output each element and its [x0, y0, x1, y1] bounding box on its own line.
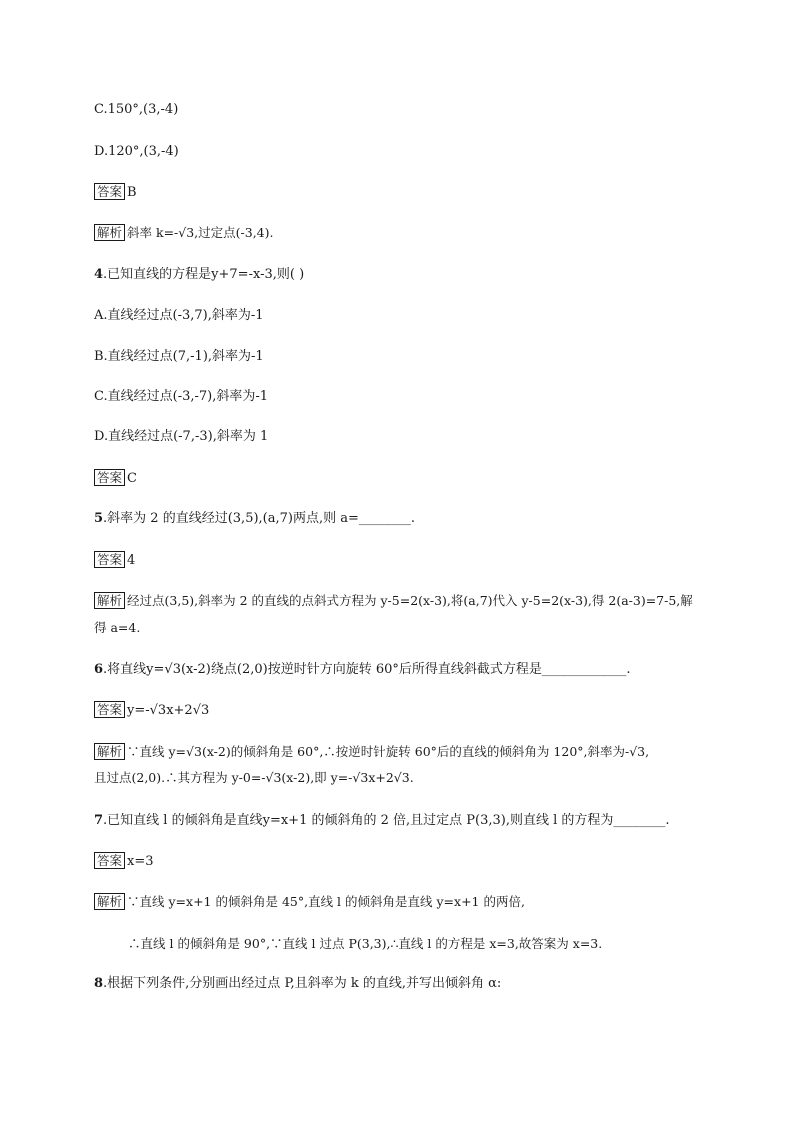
question-text: .斜率为 2 的直线经过(3,5),(a,7)两点,则 a=________. [103, 511, 416, 526]
answer-tag: 答案 [94, 701, 125, 718]
option-b-q4: B.直线经过点(7,-1),斜率为-1 [94, 349, 264, 364]
explanation-tag: 解析 [94, 592, 125, 609]
question-4 [94, 266, 304, 284]
option-c-q4: C.直线经过点(-3,-7),斜率为-1 [94, 389, 269, 404]
answer-tag: 答案 [94, 551, 125, 568]
explanation-text: ∵直线 y=x+1 的倾斜角是 45°,直线 l 的倾斜角是直线 y=x+1 的两倍, [127, 894, 525, 909]
explanation-text: ∵直线 y=√3(x-2)的倾斜角是 60°,∴按逆时针旋转 60°后的直线的倾斜角为 120°,斜率为-√3, [127, 744, 650, 759]
option-c-q3: C.150°,(3,-4) [94, 102, 179, 117]
explanation-tag: 解析 [94, 893, 125, 910]
answer-tag: 答案 [94, 469, 125, 486]
option-d-q3: D.120°,(3,-4) [94, 144, 179, 159]
explanation-text: 经过点(3,5),斜率为 2 的直线的点斜式方程为 y-5=2(x-3),将(a,7)代入 y-5=2(x-3),得 2(a-3)=7-5,解 [127, 593, 693, 608]
question-text: .将直线y=√3(x-2)绕点(2,0)按逆时针方向旋转 60°后所得直线斜截式方程是_____________. [103, 662, 631, 677]
answer-text: x=3 [127, 854, 154, 869]
explanation-q7 [94, 893, 525, 911]
answer-text: C [127, 471, 137, 486]
answer-q5 [94, 551, 135, 570]
answer-q6 [94, 701, 209, 720]
question-number: 6 [94, 662, 104, 677]
explanation-tag: 解析 [94, 743, 125, 760]
explanation-text: 斜率 k=-√3,过定点(-3,4). [127, 225, 274, 240]
explanation-q5-cont: 得 a=4. [94, 620, 141, 635]
answer-q7 [94, 852, 154, 871]
question-6 [94, 661, 631, 679]
question-number: 8 [94, 976, 104, 991]
answer-q3 [94, 183, 137, 202]
explanation-q3 [94, 224, 273, 242]
explanation-q5 [94, 592, 693, 610]
option-a-q4: A.直线经过点(-3,7),斜率为-1 [94, 308, 264, 323]
question-text: .已知直线的方程是y+7=-x-3,则( ) [103, 267, 305, 282]
explanation-q6-cont: 且过点(2,0).∴其方程为 y-0=-√3(x-2),即 y=-√3x+2√3. [94, 770, 414, 785]
answer-q4 [94, 469, 137, 488]
answer-tag: 答案 [94, 852, 125, 869]
question-7 [94, 812, 670, 830]
answer-text: 4 [127, 553, 136, 568]
question-text: .已知直线 l 的倾斜角是直线y=x+1 的倾斜角的 2 倍,且过定点 P(3,3),则直线 l 的方程为________. [103, 813, 670, 828]
option-d-q4: D.直线经过点(-7,-3),斜率为 1 [94, 429, 269, 444]
question-number: 7 [94, 813, 104, 828]
explanation-q7-cont: ∴直线 l 的倾斜角是 90°,∵直线 l 过点 P(3,3),∴直线 l 的方程是 x=3,故答案为 x=3. [128, 936, 603, 951]
question-5 [94, 510, 415, 528]
question-number: 5 [94, 511, 104, 526]
question-8 [94, 975, 501, 993]
explanation-q6 [94, 743, 649, 761]
answer-tag: 答案 [94, 183, 125, 200]
question-text: .根据下列条件,分别画出经过点 P,且斜率为 k 的直线,并写出倾斜角 α: [103, 976, 502, 991]
question-number: 4 [94, 267, 104, 282]
answer-text: B [127, 185, 137, 200]
answer-text: y=-√3x+2√3 [127, 703, 210, 718]
explanation-tag: 解析 [94, 224, 125, 241]
